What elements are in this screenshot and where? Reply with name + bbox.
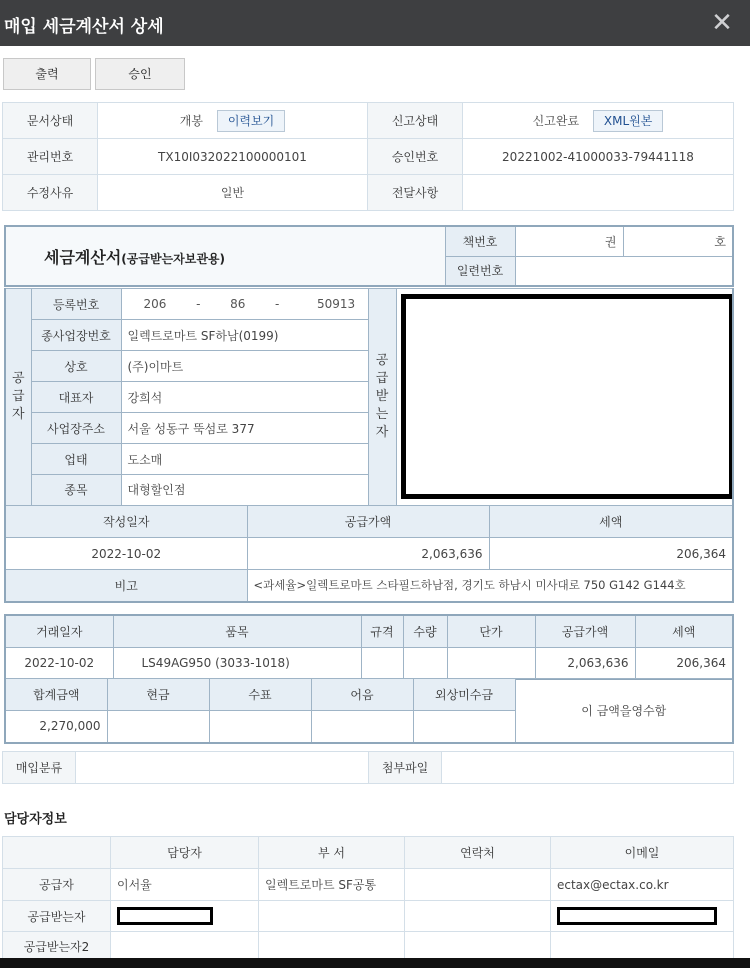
payment-header-note: 어음 bbox=[311, 679, 413, 711]
purchase-class-label: 매입분류 bbox=[3, 752, 76, 784]
document-info-table bbox=[2, 102, 734, 211]
items-header-unit-price: 단가 bbox=[447, 615, 535, 647]
contacts-header-dept: 부 서 bbox=[259, 837, 405, 869]
contact-dept bbox=[259, 901, 405, 932]
contact-phone bbox=[405, 932, 551, 962]
delivery-label: 전달사항 bbox=[368, 175, 463, 211]
bottom-edge bbox=[0, 958, 750, 968]
branch-label: 종사업장번호 bbox=[31, 320, 121, 351]
item-tax: 206,364 bbox=[635, 647, 733, 679]
contact-email bbox=[551, 932, 734, 962]
book-unit-1: 권 bbox=[515, 226, 623, 256]
biz-item-value: 대형할인점 bbox=[121, 475, 368, 506]
approve-button[interactable]: 승인 bbox=[95, 58, 185, 90]
classification-table bbox=[2, 751, 734, 784]
address-value: 서울 성동구 뚝섬로 377 bbox=[121, 413, 368, 444]
report-status-label: 신고상태 bbox=[368, 103, 463, 139]
items-header-supply: 공급가액 bbox=[535, 615, 635, 647]
approval-no-value: 20221002-41000033-79441118 bbox=[463, 139, 734, 175]
contact-phone bbox=[405, 869, 551, 901]
company-name-value: (주)이마트 bbox=[121, 351, 368, 382]
contact-role: 공급받는자 bbox=[3, 901, 111, 932]
redacted-email bbox=[557, 907, 717, 925]
payment-total-value: 2,270,000 bbox=[5, 711, 107, 743]
supplier-side-label: 공 급 자 bbox=[5, 289, 31, 506]
item-qty bbox=[403, 647, 447, 679]
history-button[interactable]: 이력보기 bbox=[217, 110, 285, 132]
ceo-label: 대표자 bbox=[31, 382, 121, 413]
table-row bbox=[3, 901, 734, 932]
reg-no-part-3: 50913 bbox=[317, 297, 356, 311]
item-name: LS49AG950 (3033-1018) bbox=[113, 647, 361, 679]
delivery-value bbox=[463, 175, 734, 211]
remark-value: <과세율>일렉트로마트 스타필드하남점, 경기도 하남시 미사대로 750 G142 G144호 bbox=[247, 570, 733, 602]
contact-dept bbox=[259, 932, 405, 962]
contact-person: 이서율 bbox=[111, 869, 259, 901]
book-unit-2: 호 bbox=[623, 226, 733, 256]
report-status-value: 신고완료 bbox=[532, 113, 580, 128]
attachment-label: 첨부파일 bbox=[369, 752, 442, 784]
window-title: 매입 세금계산서 상세 bbox=[4, 17, 164, 37]
contact-person-cell bbox=[111, 901, 259, 932]
write-date-label: 작성일자 bbox=[5, 506, 247, 538]
items-header-spec: 규격 bbox=[361, 615, 403, 647]
title-bar bbox=[0, 0, 750, 46]
amend-reason-value: 일반 bbox=[98, 175, 368, 211]
items-header-tax: 세액 bbox=[635, 615, 733, 647]
receiver-info-cell bbox=[396, 289, 733, 506]
item-unit-price bbox=[447, 647, 535, 679]
item-date: 2022-10-02 bbox=[5, 647, 113, 679]
contact-email-cell bbox=[551, 901, 734, 932]
invoice-title bbox=[44, 248, 225, 267]
receiver-side-label: 공 급 받 는 자 bbox=[368, 289, 396, 506]
print-button[interactable]: 출력 bbox=[3, 58, 91, 90]
invoice-title-cell bbox=[5, 226, 445, 286]
items-header-item: 품목 bbox=[113, 615, 361, 647]
table-row bbox=[3, 869, 734, 901]
redacted-person bbox=[117, 907, 213, 925]
supply-amount-label: 공급가액 bbox=[247, 506, 489, 538]
payment-header-credit: 외상미수금 bbox=[413, 679, 515, 711]
payment-cash-value bbox=[107, 711, 209, 743]
doc-status-label: 문서상태 bbox=[3, 103, 98, 139]
contacts-header-role bbox=[3, 837, 111, 869]
reg-no-label: 등록번호 bbox=[31, 289, 121, 320]
tax-amount-value: 206,364 bbox=[489, 538, 733, 570]
book-no-label: 책번호 bbox=[445, 226, 515, 256]
doc-status-value: 개봉 bbox=[179, 113, 203, 128]
branch-value: 일렉트로마트 SF하남(0199) bbox=[121, 320, 368, 351]
attachment-value[interactable] bbox=[442, 752, 734, 784]
mgmt-no-label: 관리번호 bbox=[3, 139, 98, 175]
table-row bbox=[3, 932, 734, 962]
purchase-class-value[interactable] bbox=[76, 752, 369, 784]
payment-header-total: 합계금액 bbox=[5, 679, 107, 711]
contact-phone bbox=[405, 901, 551, 932]
items-header-qty: 수량 bbox=[403, 615, 447, 647]
contact-role: 공급받는자2 bbox=[3, 932, 111, 962]
contacts-header-person: 담당자 bbox=[111, 837, 259, 869]
receipt-text: 이 금액을영수함 bbox=[515, 679, 733, 743]
write-date-value: 2022-10-02 bbox=[5, 538, 247, 570]
company-name-label: 상호 bbox=[31, 351, 121, 382]
approval-no-label: 승인번호 bbox=[368, 139, 463, 175]
payment-check-value bbox=[209, 711, 311, 743]
payment-credit-value bbox=[413, 711, 515, 743]
biz-type-label: 업태 bbox=[31, 444, 121, 475]
item-supply: 2,063,636 bbox=[535, 647, 635, 679]
contacts-header-email: 이메일 bbox=[551, 837, 734, 869]
biz-item-label: 종목 bbox=[31, 475, 121, 506]
tax-invoice-header bbox=[4, 225, 734, 287]
remark-label: 비고 bbox=[5, 570, 247, 602]
contacts-section-title: 담당자정보 bbox=[4, 812, 67, 827]
reg-no-part-1: 206 bbox=[143, 297, 167, 311]
supply-amount-value: 2,063,636 bbox=[247, 538, 489, 570]
invoice-summary-table bbox=[4, 505, 734, 603]
reg-no-dash-1: - bbox=[196, 297, 201, 311]
doc-status-cell bbox=[98, 103, 368, 139]
invoice-title-text: 세금계산서 bbox=[44, 247, 122, 267]
contacts-table bbox=[2, 836, 734, 962]
payment-header-cash: 현금 bbox=[107, 679, 209, 711]
payment-header-check: 수표 bbox=[209, 679, 311, 711]
reg-no-dash-2: - bbox=[275, 297, 280, 311]
invoice-subtitle: (공급받는자보관용) bbox=[121, 251, 225, 266]
table-row bbox=[5, 647, 733, 679]
items-table bbox=[4, 614, 734, 680]
serial-label: 일련번호 bbox=[445, 256, 515, 286]
mgmt-no-value: TX10I032022100000101 bbox=[98, 139, 368, 175]
tax-amount-label: 세액 bbox=[489, 506, 733, 538]
amend-reason-label: 수정사유 bbox=[3, 175, 98, 211]
serial-value bbox=[515, 256, 733, 286]
xml-original-button[interactable]: XML원본 bbox=[593, 110, 663, 132]
ceo-value: 강희석 bbox=[121, 382, 368, 413]
payment-note-value bbox=[311, 711, 413, 743]
biz-type-value: 도소매 bbox=[121, 444, 368, 475]
reg-no-part-2: 86 bbox=[230, 297, 246, 311]
redacted-receiver-info bbox=[401, 294, 734, 499]
supplier-table bbox=[4, 288, 734, 507]
contact-person bbox=[111, 932, 259, 962]
address-label: 사업장주소 bbox=[31, 413, 121, 444]
close-icon[interactable]: ✕ bbox=[711, 8, 733, 38]
contact-dept: 일렉트로마트 SF공통 bbox=[259, 869, 405, 901]
report-status-cell bbox=[463, 103, 734, 139]
item-spec bbox=[361, 647, 403, 679]
contact-email: ectax@ectax.co.kr bbox=[551, 869, 734, 901]
items-header-date: 거래일자 bbox=[5, 615, 113, 647]
reg-no-value bbox=[121, 289, 368, 320]
payment-table bbox=[4, 678, 734, 744]
contact-role: 공급자 bbox=[3, 869, 111, 901]
contacts-header-phone: 연락처 bbox=[405, 837, 551, 869]
